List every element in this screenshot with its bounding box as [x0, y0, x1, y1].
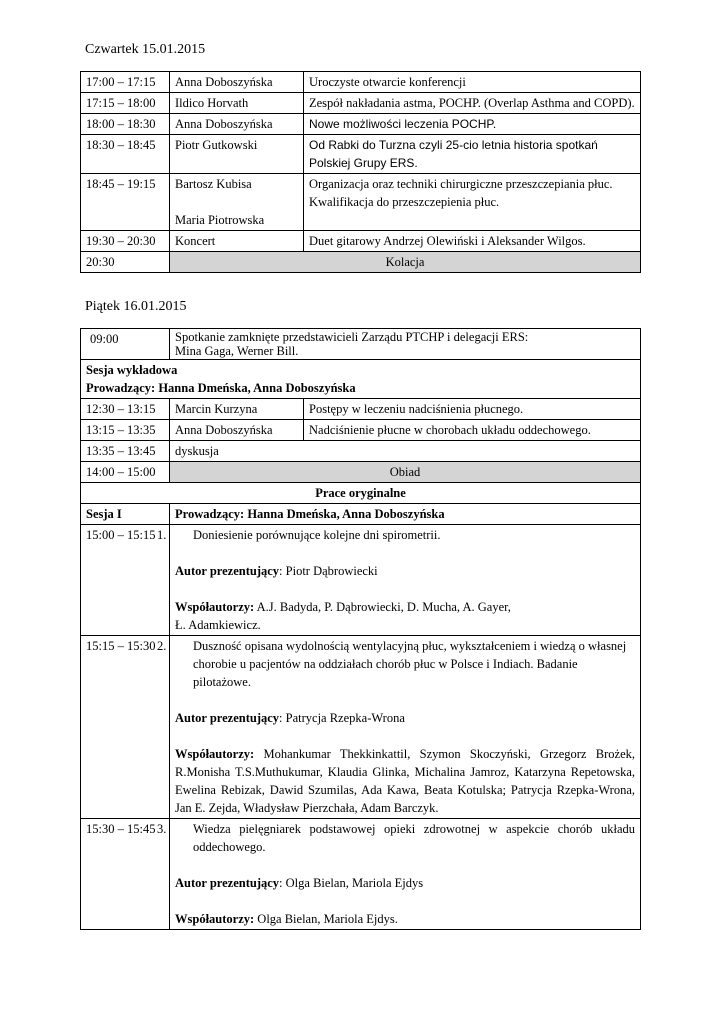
- time-cell: 15:00 – 15:15: [81, 525, 170, 636]
- time-cell: 14:00 – 15:00: [81, 462, 170, 483]
- topic-cell: Od Rabki do Turzna czyli 25-cio letnia historia spotkań Polskiej Grupy ERS.: [304, 135, 641, 174]
- paper-cell: [157, 636, 641, 819]
- table-row: [81, 441, 641, 462]
- time-cell: 15:30 – 15:45: [81, 819, 170, 930]
- table-row: [81, 420, 641, 441]
- table-row: [81, 525, 641, 636]
- paper-cell: [157, 819, 641, 930]
- paper-title: 2. Duszność opisana wydolnością wentylacyjną płuc, wykształceniem i wiedzą o własnej chorobie u pacjentów na oddziałach chorób płuc w Polsce i Indiach. Badanie pilotażowe.: [157, 639, 627, 689]
- day1-schedule-table: [80, 71, 641, 273]
- table-row: [81, 93, 641, 114]
- speaker-cell: Ildico Horvath: [170, 93, 304, 114]
- paper-cell: [157, 525, 641, 636]
- topic-text: Organizacja oraz techniki chirurgiczne przeszczepiania płuc.: [309, 177, 613, 191]
- topic-cell: Nowe możliwości leczenia POCHP.: [304, 114, 641, 135]
- speaker-cell: Anna Doboszyńska: [170, 114, 304, 135]
- table-row: [81, 135, 641, 174]
- table-row: [81, 462, 641, 483]
- paper-title: 1. Doniesienie porównujące kolejne dni spirometrii.: [157, 528, 441, 542]
- lunch-cell: Obiad: [170, 462, 641, 483]
- table-row: [81, 252, 641, 273]
- table-row: [81, 231, 641, 252]
- topic-cell: Nadciśnienie płucne w chorobach układu oddechowego.: [304, 420, 641, 441]
- session-label: Sesja I: [81, 504, 170, 525]
- speaker-cell: Anna Doboszyńska: [170, 72, 304, 93]
- time-cell: 18:30 – 18:45: [81, 135, 170, 174]
- session-chairs: Prowadzący: Hanna Dmeńska, Anna Doboszyńska: [86, 381, 356, 395]
- table-row: [81, 72, 641, 93]
- session-chairs: Prowadzący: Hanna Dmeńska, Anna Doboszyńska: [170, 504, 641, 525]
- meeting-line: Mina Gaga, Werner Bill.: [175, 344, 299, 358]
- original-papers-header: Prace oryginalne: [81, 483, 641, 504]
- speaker-cell: Marcin Kurzyna: [170, 399, 304, 420]
- time-cell: 17:00 – 17:15: [81, 72, 170, 93]
- speaker-cell: Piotr Gutkowski: [170, 135, 304, 174]
- topic-cell: [304, 174, 641, 231]
- paper-title: 3. Wiedza pielęgniarek podstawowej opieki zdrowotnej w aspekcie chorób układu oddechowego.: [157, 822, 635, 854]
- time-cell: 17:15 – 18:00: [81, 93, 170, 114]
- paper-coauthors: Współautorzy: A.J. Badyda, P. Dąbrowiecki, D. Mucha, A. Gayer,: [175, 600, 511, 614]
- paper-coauthors: Współautorzy: Olga Bielan, Mariola Ejdys.: [175, 912, 398, 926]
- time-cell: 18:00 – 18:30: [81, 114, 170, 135]
- table-row: [81, 329, 641, 360]
- dinner-cell: Kolacja: [170, 252, 641, 273]
- paper-presenter: Autor prezentujący: Patrycja Rzepka-Wrona: [175, 711, 405, 725]
- speaker-cell: Anna Doboszyńska: [170, 420, 304, 441]
- time-cell: 20:30: [81, 252, 170, 273]
- topic-cell: Zespół nakładania astma, POCHP. (Overlap Asthma and COPD).: [304, 93, 641, 114]
- day1-title: Czwartek 15.01.2015: [85, 42, 206, 57]
- table-row: [81, 819, 641, 930]
- time-cell: 09:00: [81, 329, 170, 360]
- session-title: Sesja wykładowa: [86, 363, 178, 377]
- day2-schedule-table: [80, 328, 641, 930]
- table-row: [81, 174, 641, 231]
- table-row: [81, 483, 641, 504]
- table-row: [81, 399, 641, 420]
- topic-cell: Uroczyste otwarcie konferencji: [304, 72, 641, 93]
- speaker-name: Bartosz Kubisa: [175, 177, 252, 191]
- meeting-line: Spotkanie zamknięte przedstawicieli Zarządu PTCHP i delegacji ERS:: [175, 330, 529, 344]
- time-cell: 19:30 – 20:30: [81, 231, 170, 252]
- meeting-cell: [170, 329, 641, 360]
- topic-cell: Postępy w leczeniu nadciśnienia płucnego.: [304, 399, 641, 420]
- time-cell: 18:45 – 19:15: [81, 174, 170, 231]
- paper-coauthors: Ł. Adamkiewicz.: [175, 618, 261, 632]
- topic-cell: Duet gitarowy Andrzej Olewiński i Aleksander Wilgos.: [304, 231, 641, 252]
- time-cell: 13:35 – 13:45: [81, 441, 170, 462]
- table-row: [81, 360, 641, 399]
- time-cell: 15:15 – 15:30: [81, 636, 170, 819]
- speaker-cell: Koncert: [170, 231, 304, 252]
- paper-presenter: Autor prezentujący: Piotr Dąbrowiecki: [175, 564, 378, 578]
- discussion-cell: dyskusja: [170, 441, 641, 462]
- day2-title: Piątek 16.01.2015: [85, 299, 187, 314]
- speaker-cell: [170, 174, 304, 231]
- table-row: [81, 504, 641, 525]
- lecture-session-header: [81, 360, 641, 399]
- topic-text: Kwalifikacja do przeszczepienia płuc.: [309, 195, 500, 209]
- paper-coauthors: Współautorzy: Mohankumar Thekkinkattil, Szymon Skoczyński, Grzegorz Brożek, R.Monisha T.S.Muthukumar, Klaudia Glinka, Michalina Jamroz, Katarzyna Repetowska, Ewelina Rebizak, Dawid Szumilas, Ada Kawa, Beata Kotulska; Patrycja Rzepka-Wrona, Jan E. Zejda, Władysław Pierzchała, Adam Barczyk.: [175, 747, 635, 815]
- paper-presenter: Autor prezentujący: Olga Bielan, Mariola Ejdys: [175, 876, 424, 890]
- time-cell: 13:15 – 13:35: [81, 420, 170, 441]
- table-row: [81, 636, 641, 819]
- table-row: [81, 114, 641, 135]
- time-cell: 12:30 – 13:15: [81, 399, 170, 420]
- speaker-name: Maria Piotrowska: [175, 213, 265, 227]
